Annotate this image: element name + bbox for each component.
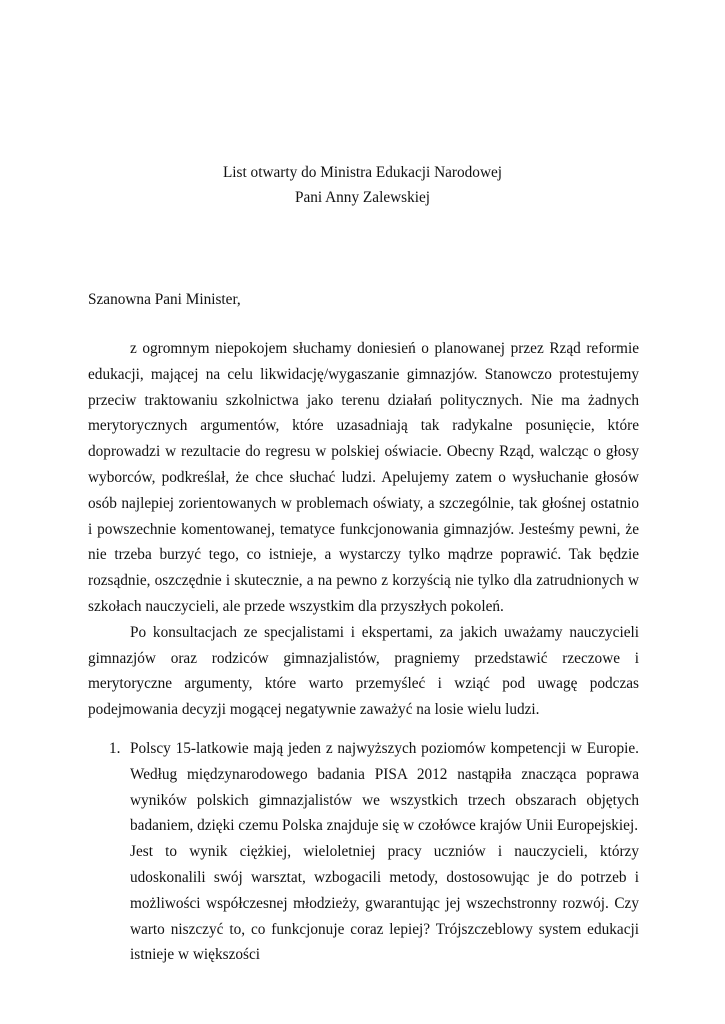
list-item-text: Jest to wynik ciężkiej, wieloletniej pracy uczniów i nauczycieli, którzy udoskonalili swój warsztat, wzbogacili metody, dostosowując je do potrzeb i możliwości współczesnej młodzieży, gwarantując jej wszechstronny rozwój. Czy warto niszczyć to, co funkcjonuje coraz lepiej? Trójszczeblowy system edukacji istnieje w większości [130, 843, 639, 964]
list-item-text: Polscy 15-latkowie mają jeden z najwyższych poziomów kompetencji w Europie. Według międzynarodowego badania PISA 2012 nastąpiła znacząca poprawa wyników polskich gimnazjalistów we wszystkich trzech obszarach objętych badaniem, dzięki czemu Polska znajduje się w czołówce krajów Unii Europejskiej. [130, 740, 639, 835]
title-line-1: List otwarty do Ministra Edukacji Narodowej [222, 164, 503, 181]
letter-body [88, 336, 639, 723]
letter-title [0, 160, 725, 210]
paragraph: z ogromnym niepokojem słuchamy doniesień o planowanej przez Rząd reformie edukacji, mającej na celu likwidację/wygaszanie gimnazjów. Stanowczo protestujemy przeciw traktowaniu szkolnictwa jako terenu działań politycznych. Nie ma żadnych merytorycznych argumentów, które uzasadniają tak radykalne posunięcie, które doprowadzi w rezultacie do regresu w polskiej oświacie. Obecny Rząd, walcząc o głosy wyborców, podkreślał, że chce słuchać ludzi. Apelujemy zatem o wysłuchanie głosów osób najlepiej zorientowanych w problemach oświaty, a szczególnie, tak głośnej ostatnio i powszechnie komentowanej, tematyce funkcjonowania gimnazjów. Jesteśmy pewni, że nie trzeba burzyć tego, co istnieje, a wystarczy tylko mądrze poprawić. Tak będzie rozsądnie, oszczędnie i skutecznie, a na pewno z korzyścią nie tylko dla zatrudnionych w szkołach nauczycieli, ale przede wszystkim dla przyszłych pokoleń. [88, 340, 639, 615]
list-item-number: 1. [109, 740, 121, 757]
title-line-2: Pani Anny Zalewskiej [294, 189, 431, 206]
argument-list [88, 736, 639, 968]
salutation: Szanowna Pani Minister, [88, 291, 241, 308]
list-item [88, 736, 639, 968]
paragraph: Po konsultacjach ze specjalistami i ekspertami, za jakich uważamy nauczycieli gimnazjów oraz rodziców gimnazjalistów, pragniemy przedstawić rzeczowe i merytoryczne argumenty, które warto przemyśleć i wziąć pod uwagę podczas podejmowania decyzji mogącej negatywnie zaważyć na losie wielu ludzi. [88, 623, 639, 719]
